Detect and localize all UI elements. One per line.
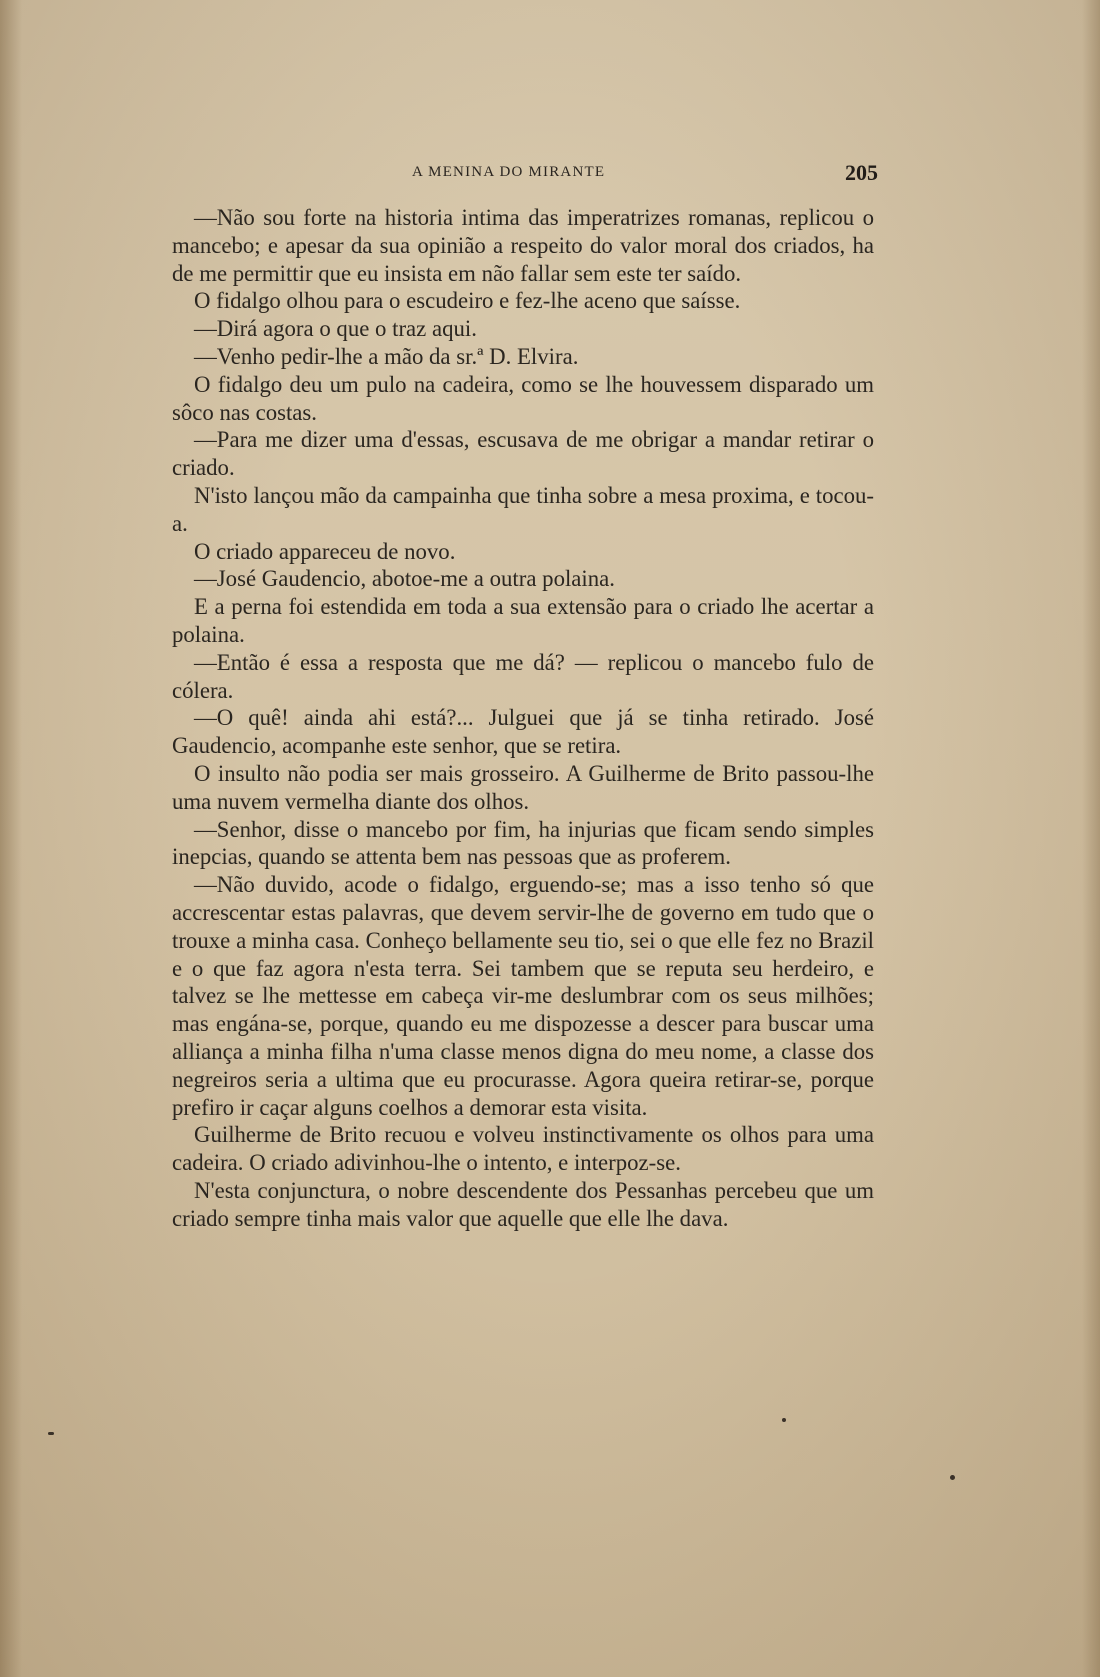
paper-speck (782, 1418, 786, 1422)
running-title: A MENINA DO MIRANTE (412, 164, 606, 180)
paragraph: —Não duvido, acode o fidalgo, erguendo-se; mas a isso tenho só que accrescentar estas palavras, que devem servir-lhe de governo em tudo que o trouxe a minha casa. Conheço bellamente seu tio, sei o que elle fez no Brazil e o que faz agora n'esta terra. Sei tambem que se reputa seu herdeiro, e talvez se lhe mettesse em cabeça vir-me deslumbrar com os seus milhões; mas engána-se, porque, quando eu me dispozesse a descer para buscar uma alliança a minha filha n'uma classe menos digna do meu nome, a classe dos negreiros seria a ultima que eu procurasse. Agora queira retirar-se, porque prefiro ir caçar alguns coelhos a demorar esta visita. (172, 872, 874, 1120)
paragraph: O fidalgo deu um pulo na cadeira, como se lhe houvessem disparado um sôco nas costas. (172, 371, 874, 425)
paragraph: —O quê! ainda ahi está?... Julguei que já se tinha retirado. José Gaudencio, acompanhe este senhor, que se retira. (172, 705, 874, 759)
body-text (172, 204, 874, 1232)
paragraph: —Venho pedir-lhe a mão da sr.ª D. Elvira. (194, 343, 579, 369)
paragraph: —Não sou forte na historia intima das imperatrizes romanas, replicou o mancebo; e apesar da sua opinião a respeito do valor moral dos criados, ha de me permittir que eu insista em não fallar sem este ter saído. (172, 205, 874, 286)
paragraph: —Então é essa a resposta que me dá? — replicou o mancebo fulo de cólera. (172, 649, 874, 703)
paragraph: Guilherme de Brito recuou e volveu instinctivamente os olhos para uma cadeira. O criado adivinhou-lhe o intento, e interpoz-se. (172, 1122, 874, 1176)
paragraph: —Senhor, disse o mancebo por fim, ha injurias que ficam sendo simples inepcias, quando se attenta bem nas pessoas que as proferem. (172, 816, 874, 870)
paragraph: —Para me dizer uma d'essas, escusava de me obrigar a mandar retirar o criado. (172, 427, 874, 481)
paragraph: O fidalgo olhou para o escudeiro e fez-lhe aceno que saísse. (194, 288, 741, 314)
paragraph: O criado appareceu de novo. (194, 538, 456, 564)
paper-speck (950, 1475, 955, 1480)
paragraph: O insulto não podia ser mais grosseiro. A Guilherme de Brito passou-lhe uma nuvem vermelha diante dos olhos. (172, 760, 874, 814)
paragraph: E a perna foi estendida em toda a sua extensão para o criado lhe acertar a polaina. (172, 594, 874, 647)
paragraph: —José Gaudencio, abotoe-me a outra polaina. (194, 566, 615, 592)
paragraph: N'isto lançou mão da campainha que tinha sobre a mesa proxima, e tocou-a. (172, 482, 874, 536)
page-number: 205 (845, 160, 878, 185)
page-header (172, 160, 878, 188)
paragraph: —Dirá agora o que o traz aqui. (194, 316, 477, 342)
paper-speck (48, 1432, 54, 1435)
paragraph: N'esta conjunctura, o nobre descendente dos Pessanhas percebeu que um criado sempre tinha mais valor que aquelle que elle lhe dava. (172, 1177, 874, 1231)
